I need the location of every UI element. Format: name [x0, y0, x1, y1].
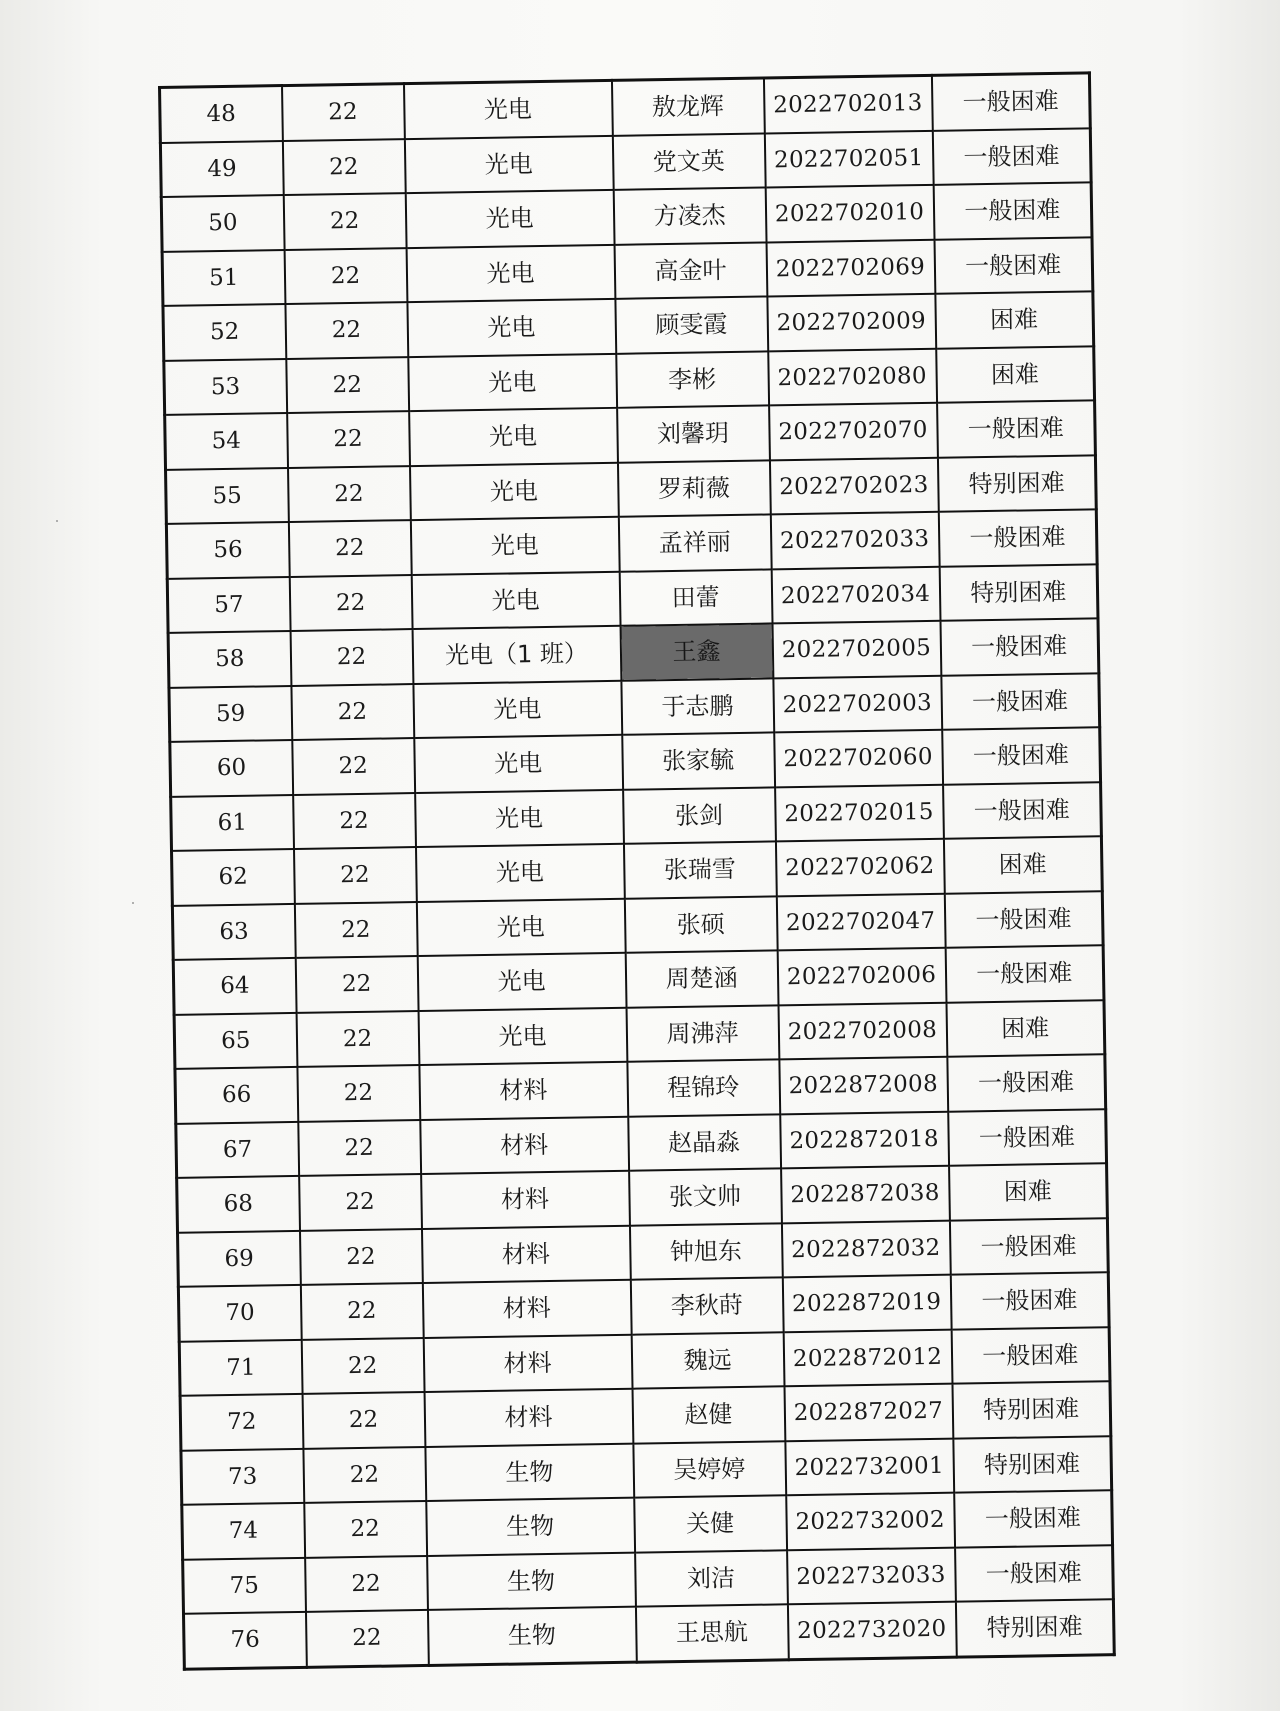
cell-number: 50 [161, 195, 284, 251]
cell-student-id: 2022702013 [763, 75, 932, 133]
cell-student-id: 2022732001 [785, 1438, 954, 1495]
cell-major: 材料 [419, 1062, 628, 1120]
cell-student-id: 2022702009 [767, 294, 936, 351]
cell-student-name: 王思航 [635, 1604, 788, 1661]
cell-grade: 22 [294, 847, 417, 903]
cell-number: 70 [178, 1285, 301, 1341]
cell-student-name: 党文英 [612, 133, 765, 190]
cell-number: 69 [178, 1230, 301, 1286]
cell-student-name: 敖龙辉 [611, 78, 764, 135]
cell-grade: 22 [299, 1229, 422, 1285]
cell-student-name: 赵健 [632, 1386, 785, 1443]
cell-difficulty-level: 一般困难 [951, 1327, 1110, 1384]
cell-difficulty-level: 一般困难 [950, 1272, 1109, 1329]
cell-student-id: 2022872008 [779, 1057, 948, 1114]
cell-student-id: 2022702034 [771, 566, 940, 623]
cell-major: 生物 [427, 1607, 636, 1665]
cell-major: 光电 [416, 898, 625, 956]
cell-number: 73 [181, 1448, 304, 1504]
cell-student-name: 张瑞雪 [623, 841, 776, 898]
cell-difficulty-level: 特别困难 [955, 1599, 1114, 1656]
cell-grade: 22 [284, 248, 407, 304]
cell-grade: 22 [288, 466, 411, 522]
cell-student-name: 方凌杰 [613, 187, 766, 244]
cell-number: 57 [167, 576, 290, 632]
cell-major: 光电 [415, 789, 624, 847]
cell-grade: 22 [305, 1610, 428, 1667]
cell-student-name: 刘馨玥 [617, 405, 770, 462]
cell-major: 材料 [423, 1334, 632, 1392]
cell-number: 49 [160, 141, 283, 197]
cell-difficulty-level: 困难 [949, 1163, 1108, 1220]
cell-number: 54 [165, 413, 288, 469]
cell-difficulty-level: 困难 [943, 836, 1102, 893]
cell-student-name: 张家毓 [622, 732, 775, 789]
cell-number: 66 [175, 1067, 298, 1123]
cell-major: 光电 [403, 80, 612, 138]
cell-difficulty-level: 一般困难 [948, 1109, 1107, 1166]
cell-difficulty-level: 一般困难 [931, 73, 1090, 130]
cell-student-id: 2022702047 [776, 893, 945, 950]
cell-major: 光电 [415, 844, 624, 902]
cell-grade: 22 [283, 193, 406, 249]
cell-student-name: 顾雯霞 [615, 296, 768, 353]
cell-major: 光电 [410, 517, 619, 575]
cell-student-id: 2022732002 [786, 1493, 955, 1550]
cell-major: 光电 [409, 408, 618, 466]
cell-number: 60 [170, 740, 293, 796]
cell-grade: 22 [302, 1392, 425, 1448]
cell-difficulty-level: 一般困难 [949, 1218, 1108, 1275]
cell-grade: 22 [292, 738, 415, 794]
cell-difficulty-level: 一般困难 [943, 782, 1102, 839]
cell-number: 56 [166, 522, 289, 578]
cell-grade: 22 [304, 1501, 427, 1557]
cell-major: 光电 [408, 353, 617, 411]
cell-difficulty-level: 一般困难 [937, 400, 1096, 457]
cell-student-name: 魏远 [631, 1332, 784, 1389]
cell-major: 光电 [414, 735, 623, 793]
cell-student-name: 张剑 [623, 787, 776, 844]
cell-student-name: 赵晶淼 [628, 1114, 781, 1171]
cell-number: 64 [173, 958, 296, 1014]
cell-student-name: 刘洁 [635, 1550, 788, 1607]
scanned-sheet [158, 71, 1113, 1670]
cell-student-id: 2022702003 [773, 675, 942, 732]
cell-major: 光电 [406, 244, 615, 302]
cell-student-id: 2022702051 [764, 130, 933, 187]
cell-difficulty-level: 一般困难 [954, 1490, 1113, 1547]
cell-major: 光电（1 班） [412, 626, 621, 684]
cell-difficulty-level: 特别困难 [953, 1436, 1112, 1493]
table-body [160, 73, 1115, 1669]
cell-number: 61 [171, 794, 294, 850]
cell-number: 76 [184, 1612, 307, 1669]
cell-difficulty-level: 一般困难 [944, 891, 1103, 948]
cell-grade: 22 [290, 629, 413, 685]
cell-number: 51 [162, 250, 285, 306]
cell-number: 65 [174, 1012, 297, 1068]
cell-grade: 22 [297, 1065, 420, 1121]
paper-speck [56, 520, 58, 522]
cell-difficulty-level: 一般困难 [955, 1545, 1114, 1602]
cell-student-id: 2022702023 [769, 457, 938, 514]
cell-grade: 22 [293, 793, 416, 849]
cell-student-id: 2022702008 [778, 1002, 947, 1059]
cell-difficulty-level: 一般困难 [940, 618, 1099, 675]
cell-grade: 22 [301, 1337, 424, 1393]
cell-student-id: 2022702015 [775, 784, 944, 841]
cell-student-name: 吴婷婷 [633, 1441, 786, 1498]
cell-student-id: 2022702033 [770, 512, 939, 569]
cell-student-id: 2022702062 [775, 839, 944, 896]
cell-student-id: 2022702080 [768, 348, 937, 405]
cell-student-name: 张硕 [624, 896, 777, 953]
cell-number: 75 [183, 1557, 306, 1613]
cell-grade: 22 [298, 1120, 421, 1176]
cell-grade: 22 [291, 684, 414, 740]
cell-number: 74 [182, 1503, 305, 1559]
cell-student-name: 李彬 [616, 351, 769, 408]
cell-difficulty-level: 特别困难 [937, 455, 1096, 512]
cell-grade: 22 [287, 411, 410, 467]
cell-major: 光电 [404, 135, 613, 193]
cell-student-id: 2022872018 [780, 1111, 949, 1168]
cell-student-id: 2022872038 [781, 1166, 950, 1223]
cell-student-id: 2022702006 [777, 948, 946, 1005]
cell-number: 53 [164, 359, 287, 415]
cell-difficulty-level: 特别困难 [939, 564, 1098, 621]
cell-difficulty-level: 一般困难 [938, 509, 1097, 566]
cell-student-id: 2022732033 [787, 1547, 956, 1604]
cell-major: 光电 [405, 190, 614, 248]
cell-difficulty-level: 特别困难 [952, 1381, 1111, 1438]
cell-number: 62 [172, 849, 295, 905]
cell-grade: 22 [295, 956, 418, 1012]
cell-grade: 22 [299, 1174, 422, 1230]
cell-grade: 22 [289, 575, 412, 631]
cell-difficulty-level: 一般困难 [933, 182, 1092, 239]
cell-student-name: 周沸萍 [626, 1005, 779, 1062]
cell-student-id: 2022872027 [784, 1384, 953, 1441]
cell-student-name: 罗莉薇 [617, 460, 770, 517]
cell-major: 光电 [413, 680, 622, 738]
cell-grade: 22 [300, 1283, 423, 1339]
cell-number: 52 [163, 304, 286, 360]
cell-major: 材料 [424, 1389, 633, 1447]
cell-student-id: 2022872019 [782, 1275, 951, 1332]
cell-student-id: 2022872032 [781, 1220, 950, 1277]
cell-number: 68 [177, 1176, 300, 1232]
cell-difficulty-level: 一般困难 [941, 673, 1100, 730]
cell-major: 材料 [421, 1225, 630, 1283]
cell-major: 生物 [427, 1552, 636, 1610]
cell-student-name: 李秋莳 [630, 1277, 783, 1334]
cell-major: 材料 [420, 1116, 629, 1174]
cell-major: 光电 [409, 462, 618, 520]
cell-student-name: 孟祥丽 [618, 514, 771, 571]
cell-grade: 22 [288, 520, 411, 576]
cell-student-name: 关健 [634, 1495, 787, 1552]
cell-grade: 22 [285, 302, 408, 358]
cell-difficulty-level: 一般困难 [934, 237, 1093, 294]
cell-difficulty-level: 困难 [946, 1000, 1105, 1057]
cell-difficulty-level: 困难 [935, 291, 1094, 348]
cell-student-id: 2022702070 [769, 403, 938, 460]
cell-student-name: 田蕾 [619, 569, 772, 626]
cell-number: 55 [166, 468, 289, 524]
cell-student-id: 2022702005 [772, 621, 941, 678]
cell-student-name: 钟旭东 [629, 1223, 782, 1280]
cell-major: 材料 [421, 1171, 630, 1229]
cell-student-id: 2022702069 [766, 239, 935, 296]
cell-student-id: 2022732020 [787, 1602, 956, 1660]
cell-student-name: 周楚涵 [625, 950, 778, 1007]
cell-student-id: 2022872012 [783, 1329, 952, 1386]
cell-grade: 22 [294, 902, 417, 958]
cell-major: 生物 [426, 1498, 635, 1556]
cell-difficulty-level: 一般困难 [945, 945, 1104, 1002]
cell-grade: 22 [305, 1555, 428, 1611]
cell-student-id: 2022702060 [774, 730, 943, 787]
cell-number: 63 [172, 903, 295, 959]
cell-grade: 22 [303, 1446, 426, 1502]
cell-grade: 22 [286, 357, 409, 413]
cell-grade: 22 [282, 139, 405, 195]
cell-grade: 22 [282, 84, 405, 141]
cell-number: 67 [176, 1121, 299, 1177]
cell-difficulty-level: 一般困难 [947, 1054, 1106, 1111]
aid-list-table [158, 71, 1116, 1670]
cell-student-name: 王鑫 [620, 623, 773, 680]
cell-major: 光电 [418, 1007, 627, 1065]
cell-grade: 22 [296, 1011, 419, 1067]
cell-student-name: 于志鹏 [621, 678, 774, 735]
cell-number: 58 [168, 631, 291, 687]
cell-number: 48 [160, 86, 283, 143]
cell-number: 72 [180, 1394, 303, 1450]
cell-major: 光电 [411, 571, 620, 629]
cell-major: 光电 [417, 953, 626, 1011]
cell-difficulty-level: 一般困难 [932, 128, 1091, 185]
cell-major: 生物 [425, 1443, 634, 1501]
cell-student-name: 高金叶 [614, 242, 767, 299]
cell-student-name: 程锦玲 [627, 1059, 780, 1116]
cell-major: 光电 [407, 299, 616, 357]
cell-student-id: 2022702010 [765, 185, 934, 242]
cell-major: 材料 [422, 1280, 631, 1338]
paper-speck [132, 902, 134, 904]
cell-difficulty-level: 一般困难 [942, 727, 1101, 784]
cell-difficulty-level: 困难 [936, 346, 1095, 403]
cell-number: 59 [169, 685, 292, 741]
cell-student-name: 张文帅 [629, 1168, 782, 1225]
cell-number: 71 [179, 1339, 302, 1395]
